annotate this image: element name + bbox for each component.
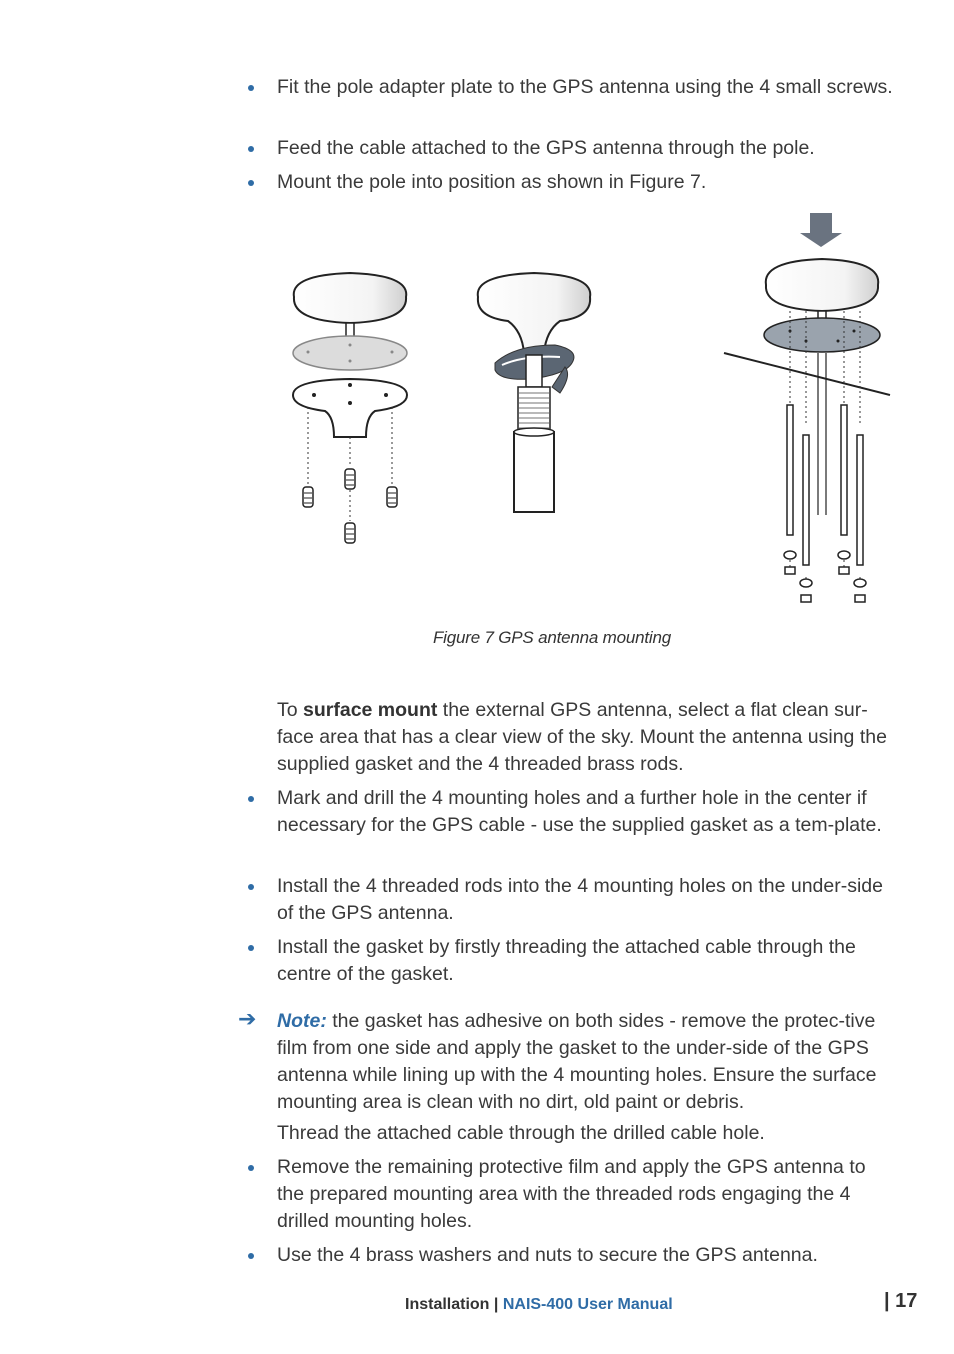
- bullet-dot: [248, 146, 254, 152]
- antenna-adapter-assembly: [293, 273, 407, 543]
- bullet-item: [277, 873, 897, 927]
- surface-mount-assembly: [724, 213, 890, 602]
- bullet-text: Install the 4 threaded rods into the 4 mounting holes on the under-side of the GPS antenna.: [277, 875, 883, 924]
- bullet-dot: [248, 180, 254, 186]
- page-number: | 17: [884, 1290, 918, 1312]
- bullet-dot: [248, 945, 254, 951]
- footer-section: [405, 1296, 673, 1314]
- bullet-text: Mark and drill the 4 mounting holes and a further hole in the center if necessary for the GPS cable - use the supplied gasket as a tem-plate.: [277, 787, 882, 836]
- bullet-item: [277, 934, 897, 988]
- bullet-dot: [248, 884, 254, 890]
- bullet-text: Remove the remaining protective film and apply the GPS antenna to the prepared mounting area with the threaded rods engaging the 4 drilled mounting holes.: [277, 1156, 866, 1232]
- pole-screw-assembly: [478, 273, 591, 512]
- note-followup: Thread the attached cable through the drilled cable hole.: [277, 1122, 765, 1144]
- bullet-text: Mount the pole into position as shown in Figure 7.: [277, 171, 707, 193]
- bullet-item: [277, 1242, 897, 1269]
- bullet-text: Use the 4 brass washers and nuts to secure the GPS antenna.: [277, 1244, 818, 1266]
- intro-suffix: the external GPS antenna, select a flat clean sur-face area that has a clear view of the sky. Mount the antenna using the supplied gasket and the 4 threaded brass rods.: [277, 699, 887, 775]
- footer-section-label: Installation: [405, 1296, 490, 1313]
- bullet-item: [277, 1154, 897, 1235]
- intro-prefix: To: [277, 699, 304, 721]
- bullet-text: Fit the pole adapter plate to the GPS antenna using the 4 small screws.: [277, 76, 893, 98]
- footer-manual-title: NAIS-400 User Manual: [502, 1296, 673, 1313]
- footer-separator: |: [489, 1296, 503, 1313]
- figure-caption: Figure 7 GPS antenna mounting: [432, 628, 672, 647]
- intro-paragraph: [277, 697, 897, 778]
- bullet-dot: [248, 1165, 254, 1171]
- note-label: Note:: [277, 1010, 327, 1032]
- note-text: the gasket has adhesive on both sides - remove the protec-tive film from one side and apply the gasket to the under-side of the GPS antenna while lining up with the 4 mounting holes. Ensure the surface mounting area is clean with no dirt, old paint or debris.: [277, 1010, 877, 1113]
- bullet-dot: [248, 1253, 254, 1259]
- bullet-item: [277, 785, 897, 839]
- note-arrow-icon: ➔: [238, 1006, 257, 1031]
- bullet-text: Install the gasket by firstly threading the attached cable through the centre of the gasket.: [277, 936, 856, 985]
- note-paragraph: [277, 1008, 897, 1116]
- bullet-item: [277, 135, 897, 162]
- bullet-dot: [248, 796, 254, 802]
- intro-bold: surface mount: [303, 699, 438, 721]
- bullet-item: [277, 169, 897, 196]
- bullet-text: Feed the cable attached to the GPS antenna through the pole.: [277, 137, 815, 159]
- bullet-item: [277, 74, 897, 101]
- bullet-dot: [248, 85, 254, 91]
- gps-antenna-mounting-figure: [280, 205, 900, 615]
